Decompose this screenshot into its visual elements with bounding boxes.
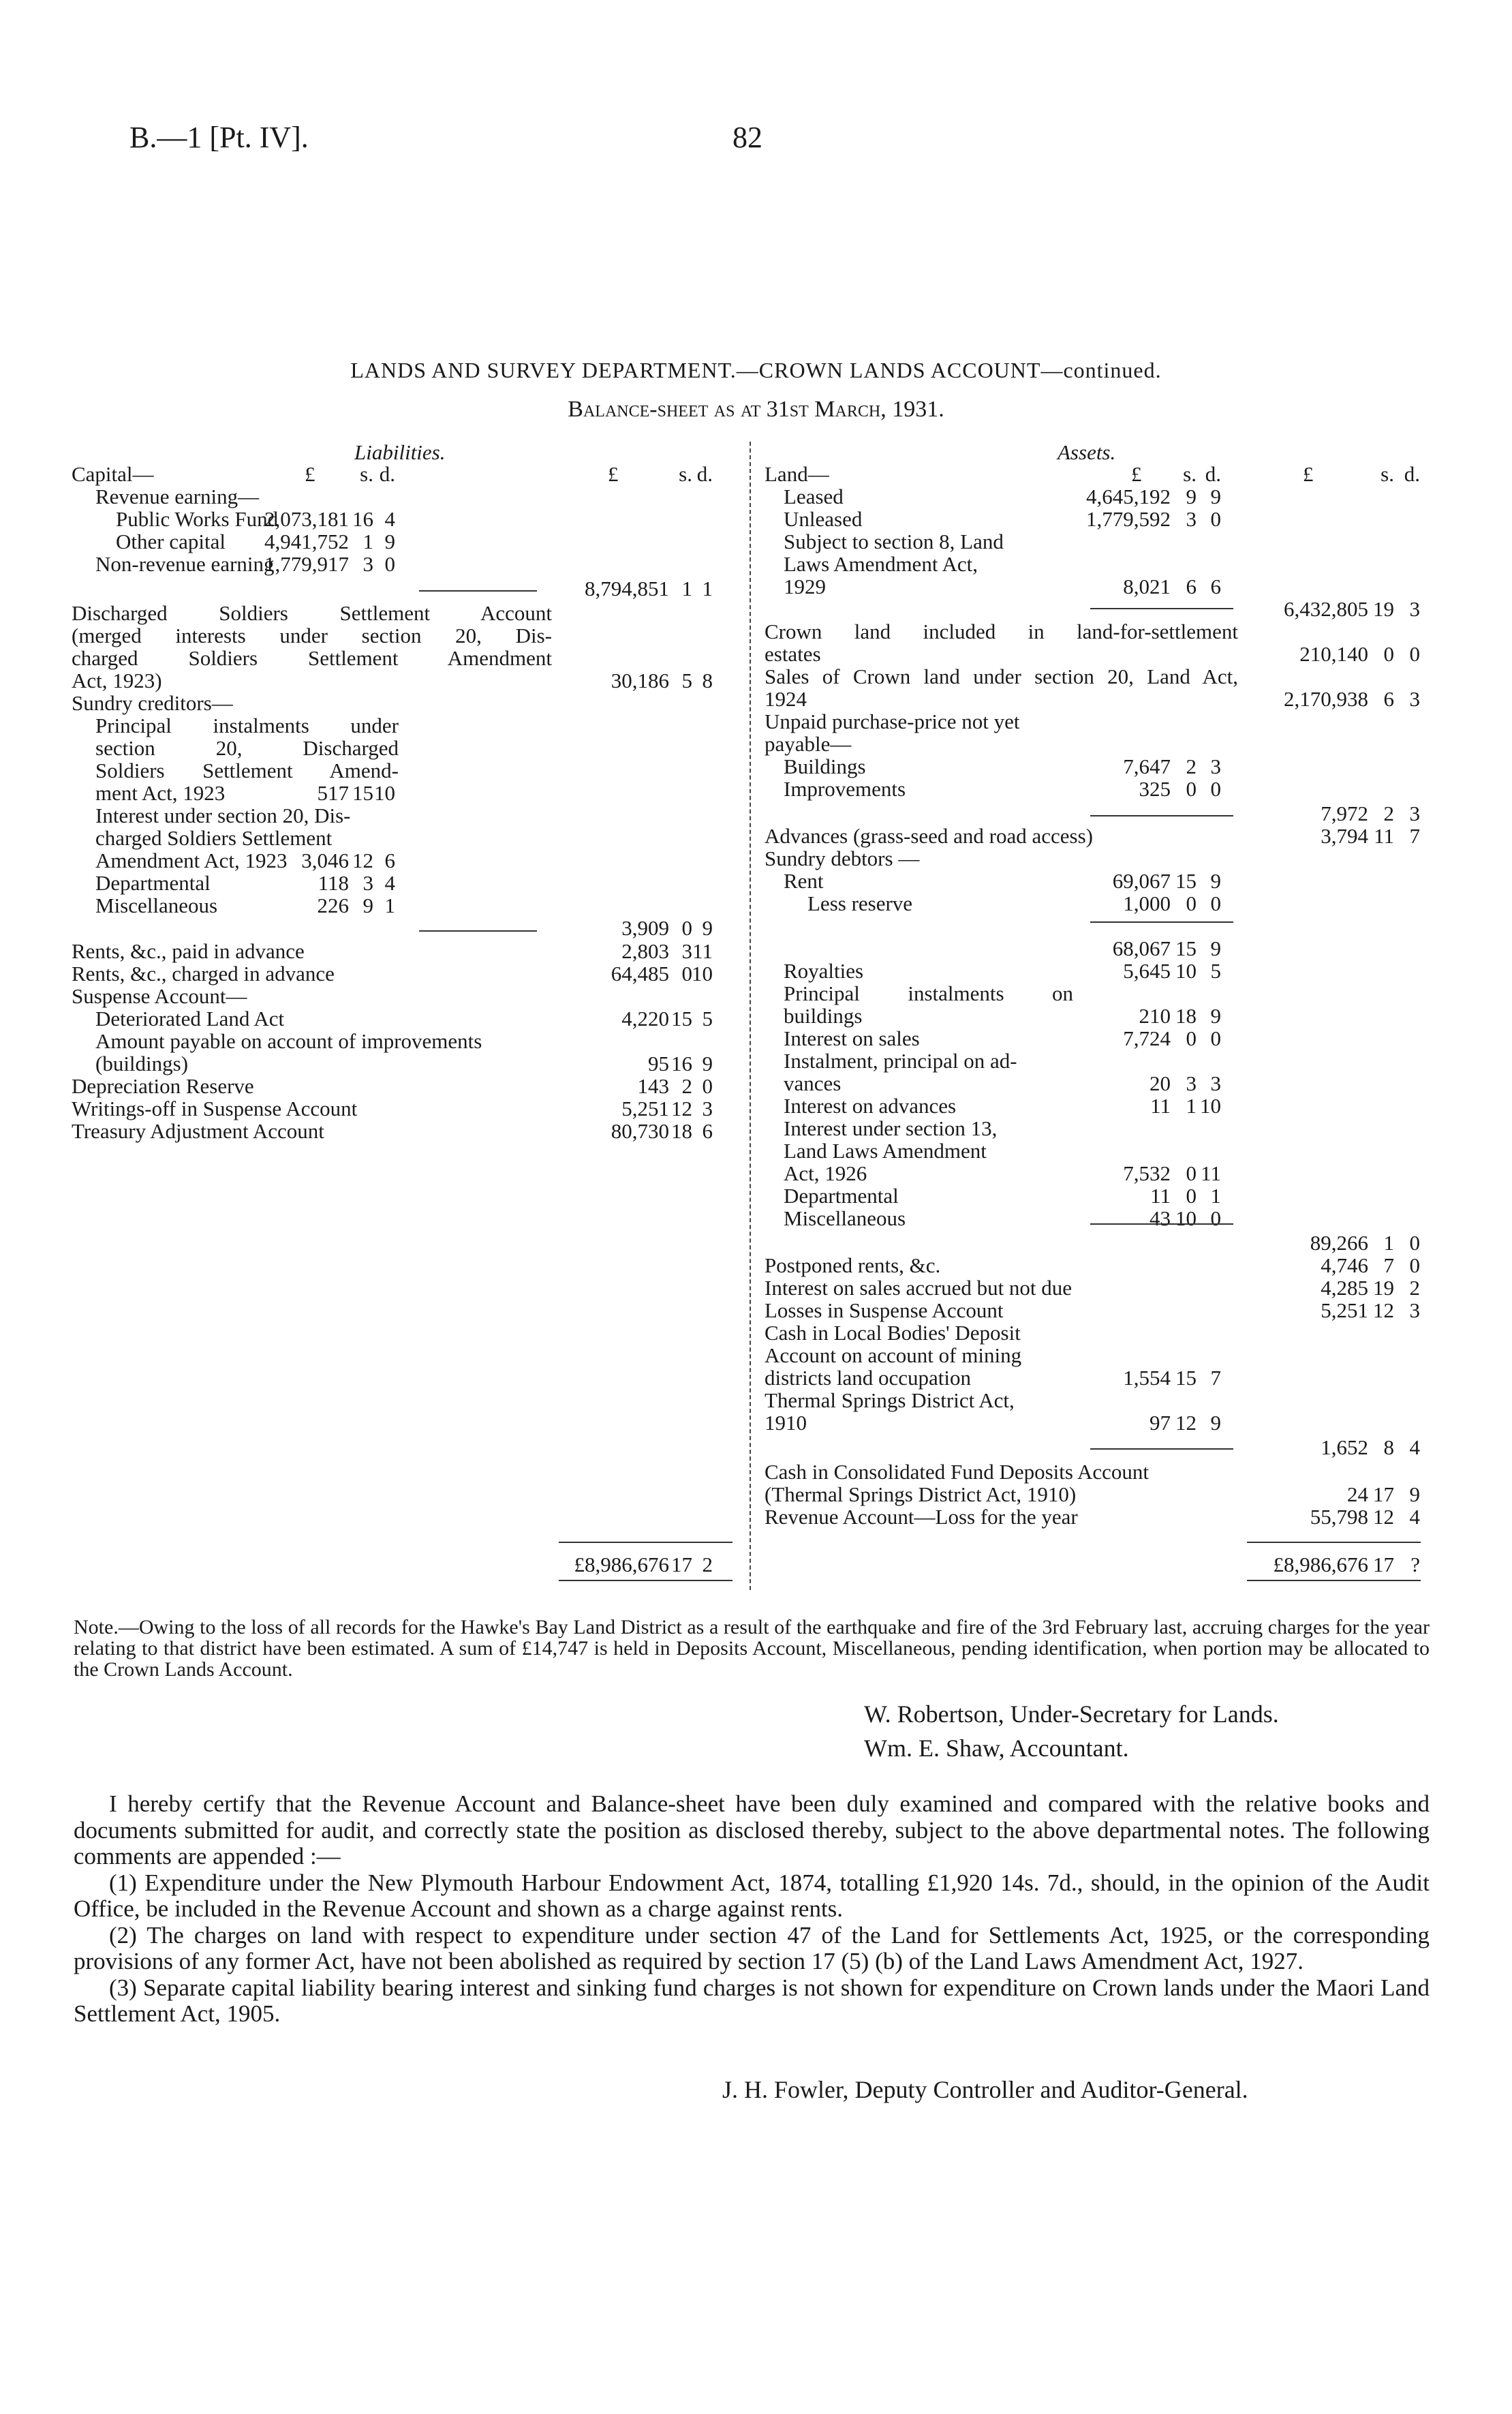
interest-sec13-shillings: 0	[1186, 1161, 1197, 1185]
miscellaneous-debtors-shillings: 10	[1175, 1206, 1197, 1230]
postponed-shillings: 7	[1383, 1253, 1394, 1277]
capital-label: Capital—	[72, 462, 154, 486]
consolidated-line: Cash in Consolidated Fund Deposits Account	[765, 1460, 1150, 1484]
col-header-pence: d.	[1205, 462, 1221, 486]
non-revenue-pounds: 1,779,917	[264, 552, 349, 576]
col-header-pounds: £	[1303, 462, 1314, 486]
deteriorated-label: Deteriorated Land Act	[95, 1007, 285, 1030]
total-rule-bottom	[559, 1580, 732, 1581]
rents-paid-label: Rents, &c., paid in advance	[72, 939, 305, 963]
column-divider	[750, 442, 751, 1590]
rent-shillings: 15	[1175, 869, 1197, 893]
col-header-pence: d.	[1404, 462, 1420, 486]
sales-line: Sales of Crown land under section 20, Land Act,	[765, 664, 1238, 688]
section8-pence: 6	[1210, 575, 1221, 598]
royalties-shillings: 10	[1175, 959, 1197, 983]
assets-heading: Assets.	[1058, 440, 1116, 464]
advances-pence: 7	[1409, 824, 1420, 848]
departmental-debtors-shillings: 0	[1186, 1184, 1197, 1208]
liabilities-grand-total-pounds: £8,986,676	[574, 1553, 669, 1576]
losses-pounds: 5,251	[1321, 1298, 1368, 1322]
revenue-loss-shillings: 12	[1373, 1505, 1394, 1529]
departmental-debtors-pence: 1	[1210, 1184, 1221, 1208]
revenue-loss-pence: 4	[1409, 1505, 1420, 1529]
unpaid-line: payable—	[765, 732, 852, 756]
departmental-debtors-pounds: 11	[1150, 1184, 1171, 1208]
miscellaneous-debtors-label: Miscellaneous	[784, 1206, 906, 1230]
buildings-shillings: 2	[1186, 754, 1197, 778]
col-header-pounds: £	[1131, 462, 1142, 486]
sundry-debtors-label: Sundry debtors —	[765, 846, 920, 870]
improvements-shillings: 0	[1186, 777, 1197, 801]
total-rule-top	[559, 1542, 732, 1543]
sundry-creditors-total-pence: 9	[702, 916, 713, 940]
land-total-pence: 3	[1409, 597, 1420, 621]
report-reference: B.—1 [Pt. IV].	[129, 121, 309, 154]
amount-payable-pence: 9	[702, 1052, 713, 1075]
discharged-line: charged Soldiers Settlement Amendment	[72, 646, 552, 670]
advances-pounds: 3,794	[1321, 824, 1368, 848]
improvements-pounds: 325	[1139, 777, 1171, 801]
writings-off-label: Writings-off in Suspense Account	[72, 1097, 358, 1120]
interest-sec13-line: Interest under section 13,	[784, 1116, 998, 1140]
audit-certificate	[74, 1791, 1430, 2028]
crown-land-shillings: 0	[1383, 642, 1394, 666]
instalment-line: vances	[784, 1071, 842, 1095]
amount-payable-pounds: 95	[648, 1052, 669, 1075]
subtotal-rule	[419, 930, 537, 932]
miscellaneous-label: Miscellaneous	[95, 893, 218, 917]
col-header-shillings: s.	[679, 462, 692, 486]
cash-local-shillings: 15	[1175, 1366, 1197, 1390]
sundry-debtors-total-shillings: 1	[1383, 1231, 1394, 1255]
col-header-pence: d.	[696, 462, 713, 486]
certificate-intro: I hereby certify that the Revenue Account and Balance-sheet have been duly examined and compared with the relative books and documents submitted for audit, and correctly state the position as disclosed thereby, subject to the above departmental notes. The following comments are appended :—	[74, 1790, 1430, 1869]
signature-auditor-general: J. H. Fowler, Deputy Controller and Auditor-General.	[722, 2076, 1248, 2103]
assets-grand-total-pounds: £8,986,676	[1273, 1553, 1368, 1576]
crown-land-line: estates	[765, 642, 821, 666]
buildings-pence: 3	[1210, 754, 1221, 778]
col-header-shillings: s.	[1380, 462, 1394, 486]
buildings-label: Buildings	[784, 754, 866, 778]
principal-buildings-line: Principal instalments on	[784, 981, 1073, 1005]
col-header-pence: d.	[379, 462, 395, 486]
sundry-debtors-total-pence: 0	[1409, 1231, 1420, 1255]
instalment-pounds: 20	[1150, 1071, 1171, 1095]
signature-accountant: Wm. E. Shaw, Accountant.	[864, 1735, 1129, 1762]
sundry-creditors-label: Sundry creditors—	[72, 691, 233, 715]
less-reserve-shillings: 0	[1186, 891, 1197, 915]
capital-total-pounds: 8,794,851	[585, 577, 669, 600]
royalties-pounds: 5,645	[1123, 959, 1171, 983]
thermal-line: 1910	[765, 1411, 807, 1435]
unleased-pounds: 1,779,592	[1086, 507, 1171, 531]
principal-pounds: 517	[317, 781, 349, 805]
cash-local-pence: 7	[1210, 1366, 1221, 1390]
col-header-shillings: s.	[360, 462, 373, 486]
thermal-pence: 9	[1210, 1411, 1221, 1435]
other-capital-pounds: 4,941,752	[264, 530, 349, 553]
postponed-pence: 0	[1409, 1253, 1420, 1277]
assets-grand-total-pence: ?	[1410, 1553, 1420, 1576]
interest-sec20-line: Amendment Act, 1923	[95, 849, 288, 872]
rents-paid-pence: 11	[692, 939, 713, 963]
depreciation-label: Depreciation Reserve	[72, 1074, 254, 1098]
improvements-pence: 0	[1210, 777, 1221, 801]
consolidated-pence: 9	[1409, 1482, 1420, 1506]
note: Note.—Owing to the loss of all records for the Hawke's Bay Land District as a result of the earthquake and fire of the 3rd February last, accruing charges for the year relating to that district have been estimated. A sum of £14,747 is held in Deposits Account, Miscellaneous, pending identification, when portion may be allocated to the Crown Lands Account.	[74, 1616, 1430, 1681]
suspense-label: Suspense Account—	[72, 984, 247, 1008]
interest-sec20-line: charged Soldiers Settlement	[95, 826, 333, 850]
principal-buildings-shillings: 18	[1175, 1004, 1197, 1028]
land-total-pounds: 6,432,805	[1284, 597, 1368, 621]
principal-buildings-pence: 9	[1210, 1004, 1221, 1028]
advances-label: Advances (grass-seed and road access)	[765, 824, 1093, 848]
improvements-label: Improvements	[784, 777, 906, 801]
cash-local-line: districts land occupation	[765, 1366, 972, 1390]
treasury-shillings: 18	[671, 1119, 692, 1143]
miscellaneous-pounds: 226	[317, 893, 349, 917]
page-title: LANDS AND SURVEY DEPARTMENT.—CROWN LANDS ACCOUNT—continued.	[350, 358, 1162, 382]
interest-accrued-shillings: 19	[1373, 1276, 1394, 1300]
interest-accrued-label: Interest on sales accrued but not due	[765, 1276, 1073, 1300]
interest-accrued-pence: 2	[1409, 1276, 1420, 1300]
thermal-pounds: 97	[1150, 1411, 1171, 1435]
rent-label: Rent	[784, 869, 824, 893]
discharged-pence: 8	[702, 669, 713, 692]
other-capital-shillings: 1	[362, 530, 373, 553]
deteriorated-pence: 5	[702, 1007, 713, 1030]
unleased-label: Unleased	[784, 507, 863, 531]
non-revenue-shillings: 3	[362, 552, 373, 576]
crown-land-pence: 0	[1409, 642, 1420, 666]
amount-payable-line: (buildings)	[95, 1052, 189, 1075]
deteriorated-shillings: 15	[671, 1007, 692, 1030]
non-revenue-pence: 0	[384, 552, 395, 576]
cash-local-line: Account on account of mining	[765, 1343, 1022, 1367]
interest-advances-pounds: 11	[1150, 1094, 1171, 1118]
treasury-pounds: 80,730	[611, 1119, 669, 1143]
subtotal-rule	[1090, 921, 1233, 923]
sales-pence: 3	[1409, 687, 1420, 711]
revenue-loss-label: Revenue Account—Loss for the year	[765, 1505, 1078, 1529]
discharged-pounds: 30,186	[611, 669, 669, 692]
writings-off-shillings: 12	[671, 1097, 692, 1120]
consolidated-line: (Thermal Springs District Act, 1910)	[765, 1482, 1077, 1506]
leased-shillings: 9	[1186, 485, 1197, 508]
interest-sales-pence: 0	[1210, 1026, 1221, 1050]
interest-sec13-pounds: 7,532	[1123, 1161, 1171, 1185]
cash-local-line: Cash in Local Bodies' Deposit	[765, 1321, 1021, 1345]
interest-sec20-line: Interest under section 20, Dis-	[95, 804, 351, 827]
treasury-label: Treasury Adjustment Account	[72, 1119, 324, 1143]
section8-line: Laws Amendment Act,	[784, 552, 978, 576]
capital-total-pence: 1	[702, 577, 713, 600]
unleased-pence: 0	[1210, 507, 1221, 531]
principal-line: Principal instalments under	[95, 714, 399, 737]
revenue-loss-pounds: 55,798	[1310, 1505, 1368, 1529]
sundry-creditors-total-pounds: 3,909	[621, 916, 669, 940]
royalties-label: Royalties	[784, 959, 864, 983]
instalment-pence: 3	[1210, 1071, 1221, 1095]
leased-pounds: 4,645,192	[1086, 485, 1171, 508]
principal-pence: 10	[374, 781, 395, 805]
balance-sheet-subtitle: Balance-sheet as at 31st March, 1931.	[568, 397, 944, 422]
signature-under-secretary: W. Robertson, Under-Secretary for Lands.	[864, 1700, 1279, 1728]
net-rent-pounds: 68,067	[1112, 936, 1171, 960]
unpaid-line: Unpaid purchase-price not yet	[765, 709, 1020, 733]
principal-buildings-pounds: 210	[1139, 1004, 1171, 1028]
unpaid-total-pence: 3	[1409, 801, 1420, 825]
thermal-line: Thermal Springs District Act,	[765, 1388, 1015, 1412]
cash-total-pounds: 1,652	[1321, 1435, 1368, 1459]
discharged-line: Discharged Soldiers Settlement Account	[72, 601, 552, 625]
interest-advances-label: Interest on advances	[784, 1094, 957, 1118]
section8-line: 1929	[784, 575, 826, 598]
interest-sec13-pence: 11	[1201, 1161, 1221, 1185]
miscellaneous-shillings: 9	[362, 893, 373, 917]
sales-line: 1924	[765, 687, 807, 711]
total-rule-top	[1247, 1542, 1421, 1543]
discharged-shillings: 5	[681, 669, 692, 692]
instalment-shillings: 3	[1186, 1071, 1197, 1095]
rents-charged-pence: 10	[692, 962, 713, 986]
interest-sec20-pence: 6	[384, 849, 395, 872]
other-capital-pence: 9	[384, 530, 395, 553]
amount-payable-shillings: 16	[671, 1052, 692, 1075]
advances-shillings: 11	[1374, 824, 1394, 848]
postponed-label: Postponed rents, &c.	[765, 1253, 941, 1277]
postponed-pounds: 4,746	[1321, 1253, 1368, 1277]
total-rule-bottom	[1247, 1580, 1421, 1581]
unpaid-total-shillings: 2	[1383, 801, 1394, 825]
liabilities-grand-total-pence: 2	[702, 1553, 713, 1576]
discharged-line: (merged interests under section 20, Dis-	[72, 624, 552, 647]
public-works-label: Public Works Fund	[116, 507, 279, 531]
col-header-shillings: s.	[1183, 462, 1197, 486]
revenue-earning-label: Revenue earning—	[95, 485, 260, 508]
rents-charged-shillings: 0	[681, 962, 692, 986]
rents-charged-label: Rents, &c., charged in advance	[72, 962, 335, 986]
departmental-label: Departmental	[95, 871, 211, 895]
departmental-pounds: 118	[318, 871, 349, 895]
treasury-pence: 6	[702, 1119, 713, 1143]
losses-shillings: 12	[1373, 1298, 1394, 1322]
less-reserve-label: Less reserve	[807, 891, 913, 915]
unleased-shillings: 3	[1186, 507, 1197, 531]
less-reserve-pence: 0	[1210, 891, 1221, 915]
liabilities-heading: Liabilities.	[354, 440, 446, 464]
public-works-pence: 4	[384, 507, 395, 531]
page-number: 82	[732, 121, 762, 154]
miscellaneous-debtors-pence: 0	[1210, 1206, 1221, 1230]
rents-paid-pounds: 2,803	[621, 939, 669, 963]
subtotal-rule	[1090, 608, 1233, 609]
less-reserve-pounds: 1,000	[1123, 891, 1171, 915]
unpaid-total-pounds: 7,972	[1321, 801, 1368, 825]
interest-sec20-pounds: 3,046	[301, 849, 349, 872]
thermal-shillings: 12	[1175, 1411, 1197, 1435]
principal-line: section 20, Discharged	[95, 736, 399, 760]
depreciation-shillings: 2	[681, 1074, 692, 1098]
sales-shillings: 6	[1383, 687, 1394, 711]
col-header-pounds: £	[608, 462, 619, 486]
royalties-pence: 5	[1210, 959, 1221, 983]
subtotal-rule	[1090, 1448, 1233, 1450]
rent-pence: 9	[1210, 869, 1221, 893]
liabilities-grand-total-shillings: 17	[671, 1553, 692, 1576]
sundry-debtors-total-pounds: 89,266	[1310, 1231, 1368, 1255]
subtotal-rule	[1090, 815, 1233, 816]
deteriorated-pounds: 4,220	[621, 1007, 669, 1030]
miscellaneous-pence: 1	[384, 893, 395, 917]
interest-sales-pounds: 7,724	[1123, 1026, 1171, 1050]
principal-line: ment Act, 1923	[95, 781, 226, 805]
depreciation-pounds: 143	[637, 1074, 669, 1098]
certificate-comment-1: (1) Expenditure under the New Plymouth Harbour Endowment Act, 1874, totalling £1,920 14s. 7d., should, in the opinion of the Audit Office, be included in the Revenue Account and shown as a charge against rents.	[74, 1869, 1430, 1922]
writings-off-pounds: 5,251	[621, 1097, 669, 1120]
cash-local-pounds: 1,554	[1123, 1366, 1171, 1390]
interest-sec20-shillings: 12	[352, 849, 373, 872]
discharged-line: Act, 1923)	[72, 669, 162, 692]
section8-shillings: 6	[1186, 575, 1197, 598]
sales-pounds: 2,170,938	[1284, 687, 1368, 711]
sundry-creditors-total-shillings: 0	[681, 916, 692, 940]
capital-total-shillings: 1	[681, 577, 692, 600]
certificate-comment-2: (2) The charges on land with respect to expenditure under section 47 of the Land for Settlements Act, 1925, or the corresponding provisions of any former Act, have not been abolished as required by section 17 (5) (b) of the Land Laws Amendment Act, 1927.	[74, 1921, 1430, 1974]
subtotal-rule	[1090, 1223, 1233, 1225]
amount-payable-line: Amount payable on account of improvements	[95, 1029, 482, 1053]
public-works-shillings: 16	[352, 507, 373, 531]
section8-line: Subject to section 8, Land	[784, 530, 1004, 553]
departmental-pence: 4	[384, 871, 395, 895]
section8-pounds: 8,021	[1123, 575, 1171, 598]
leased-pence: 9	[1210, 485, 1221, 508]
departmental-debtors-label: Departmental	[784, 1184, 899, 1208]
interest-advances-shillings: 1	[1186, 1094, 1197, 1118]
assets-grand-total-shillings: 17	[1373, 1553, 1394, 1576]
interest-accrued-pounds: 4,285	[1321, 1276, 1368, 1300]
losses-label: Losses in Suspense Account	[765, 1298, 1004, 1322]
rent-pounds: 69,067	[1112, 869, 1171, 893]
certificate-comment-3: (3) Separate capital liability bearing interest and sinking fund charges is not shown for expenditure on Crown lands under the Maori Land Settlement Act, 1905.	[74, 1974, 1430, 2027]
net-rent-shillings: 15	[1175, 936, 1197, 960]
cash-total-pence: 4	[1409, 1435, 1420, 1459]
departmental-shillings: 3	[362, 871, 373, 895]
crown-land-pounds: 210,140	[1299, 642, 1368, 666]
principal-buildings-line: buildings	[784, 1004, 863, 1028]
interest-sales-label: Interest on sales	[784, 1026, 920, 1050]
public-works-pounds: 2,073,181	[264, 507, 349, 531]
interest-sales-shillings: 0	[1186, 1026, 1197, 1050]
interest-advances-pence: 10	[1200, 1094, 1221, 1118]
crown-land-line: Crown land included in land-for-settlement	[765, 620, 1238, 643]
instalment-line: Instalment, principal on ad-	[784, 1049, 1017, 1073]
miscellaneous-debtors-pounds: 43	[1150, 1206, 1171, 1230]
net-rent-pence: 9	[1210, 936, 1221, 960]
losses-pence: 3	[1409, 1298, 1420, 1322]
rents-charged-pounds: 64,485	[611, 962, 669, 986]
other-capital-label: Other capital	[116, 530, 226, 553]
principal-line: Soldiers Settlement Amend-	[95, 759, 399, 782]
consolidated-shillings: 17	[1373, 1482, 1394, 1506]
land-label: Land—	[765, 462, 829, 486]
leased-label: Leased	[784, 485, 844, 508]
rents-paid-shillings: 3	[681, 939, 692, 963]
consolidated-pounds: 24	[1347, 1482, 1368, 1506]
principal-shillings: 15	[352, 781, 373, 805]
non-revenue-label: Non-revenue earning	[95, 552, 275, 576]
subtotal-rule	[419, 590, 537, 592]
interest-sec13-line: Act, 1926	[784, 1161, 867, 1185]
interest-sec13-line: Land Laws Amendment	[784, 1139, 987, 1163]
land-total-shillings: 19	[1373, 597, 1394, 621]
writings-off-pence: 3	[702, 1097, 713, 1120]
depreciation-pence: 0	[702, 1074, 713, 1098]
col-header-pounds: £	[305, 462, 315, 486]
cash-total-shillings: 8	[1383, 1435, 1394, 1459]
buildings-pounds: 7,647	[1123, 754, 1171, 778]
